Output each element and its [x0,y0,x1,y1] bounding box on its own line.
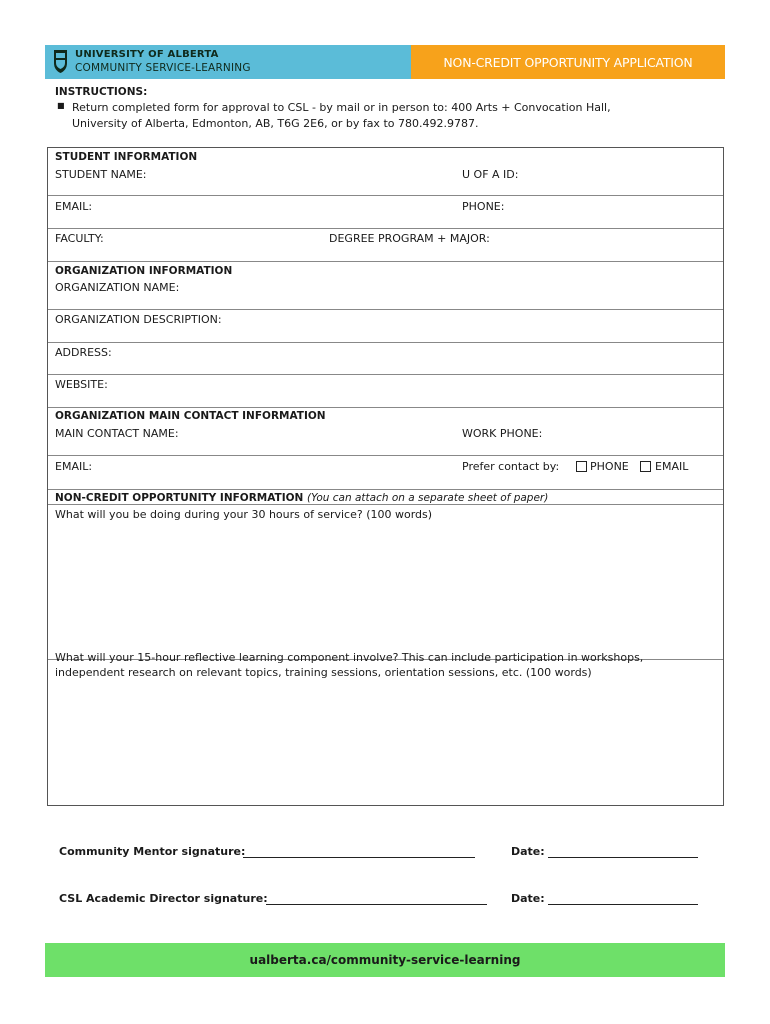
mentor-date-line[interactable] [548,857,698,858]
instructions-line-2: University of Alberta, Edmonton, AB, T6G 2E6, or by fax to 780.492.9787. [72,117,479,130]
reflection-answer-box[interactable] [48,646,723,805]
organization-description-label: ORGANIZATION DESCRIPTION: [55,313,222,326]
footer-bar [45,943,725,977]
header-logo-bar [45,45,411,79]
footer-url[interactable]: ualberta.ca/community-service-learning [249,953,521,967]
instructions-heading: INSTRUCTIONS: [55,86,148,98]
address-label: ADDRESS: [55,346,112,359]
contact-name-label: MAIN CONTACT NAME: [55,427,179,440]
reflection-question-line-1: What will your 15-hour reflective learning component involve? This can include participation in workshops, [55,651,644,664]
student-faculty-row[interactable] [48,229,723,262]
student-name-label: STUDENT NAME: [55,168,147,181]
director-signature-label: CSL Academic Director signature: [59,892,268,905]
mentor-signature-line[interactable] [243,857,475,858]
student-name-row[interactable] [48,148,723,196]
opportunity-note: (You can attach on a separate sheet of paper) [307,492,549,504]
reflection-question-line-2: independent research on relevant topics, training sessions, orientation sessions, etc. (100 words) [55,666,592,679]
organization-description-row[interactable] [48,310,723,343]
director-date-label: Date: [511,892,545,905]
student-section-heading: STUDENT INFORMATION [55,151,198,163]
email-checkbox[interactable] [640,461,651,472]
website-label: WEBSITE: [55,378,108,391]
opportunity-heading-text: NON-CREDIT OPPORTUNITY INFORMATION [55,492,304,504]
student-id-label: U OF A ID: [462,168,519,181]
service-question: What will you be doing during your 30 hours of service? (100 words) [55,508,433,521]
mentor-date-label: Date: [511,845,545,858]
contact-name-row[interactable] [48,408,723,456]
university-name: UNIVERSITY OF ALBERTA [75,49,219,60]
director-signature-line[interactable] [266,904,487,905]
work-phone-label: WORK PHONE: [462,427,543,440]
prefer-contact-label: Prefer contact by: [462,460,560,473]
crest-icon [53,49,68,74]
address-row[interactable] [48,343,723,375]
student-email-row[interactable] [48,196,723,229]
website-row[interactable] [48,375,723,408]
student-phone-label: PHONE: [462,200,505,213]
organization-section-heading: ORGANIZATION INFORMATION [55,265,233,277]
degree-label: DEGREE PROGRAM + MAJOR: [329,232,490,245]
organization-name-row[interactable] [48,262,723,310]
organization-name-label: ORGANIZATION NAME: [55,281,180,294]
contact-email-row[interactable] [48,456,723,490]
application-form [47,147,724,806]
phone-option-label: PHONE [590,460,629,473]
header-title-bar [411,45,725,79]
form-title: NON-CREDIT OPPORTUNITY APPLICATION [443,55,693,70]
contact-email-label: EMAIL: [55,460,93,473]
instructions-line-1: Return completed form for approval to CSL - by mail or in person to: 400 Arts + Convocation Hall, [72,101,611,114]
director-date-line[interactable] [548,904,698,905]
faculty-label: FACULTY: [55,232,104,245]
phone-checkbox[interactable] [576,461,587,472]
student-email-label: EMAIL: [55,200,93,213]
mentor-signature-label: Community Mentor signature: [59,845,246,858]
opportunity-section-heading [55,492,548,504]
contact-section-heading: ORGANIZATION MAIN CONTACT INFORMATION [55,410,326,422]
email-option-label: EMAIL [655,460,689,473]
bullet-icon: ■ [57,101,65,110]
unit-name: COMMUNITY SERVICE-LEARNING [75,62,251,74]
service-answer-box[interactable] [48,504,723,660]
